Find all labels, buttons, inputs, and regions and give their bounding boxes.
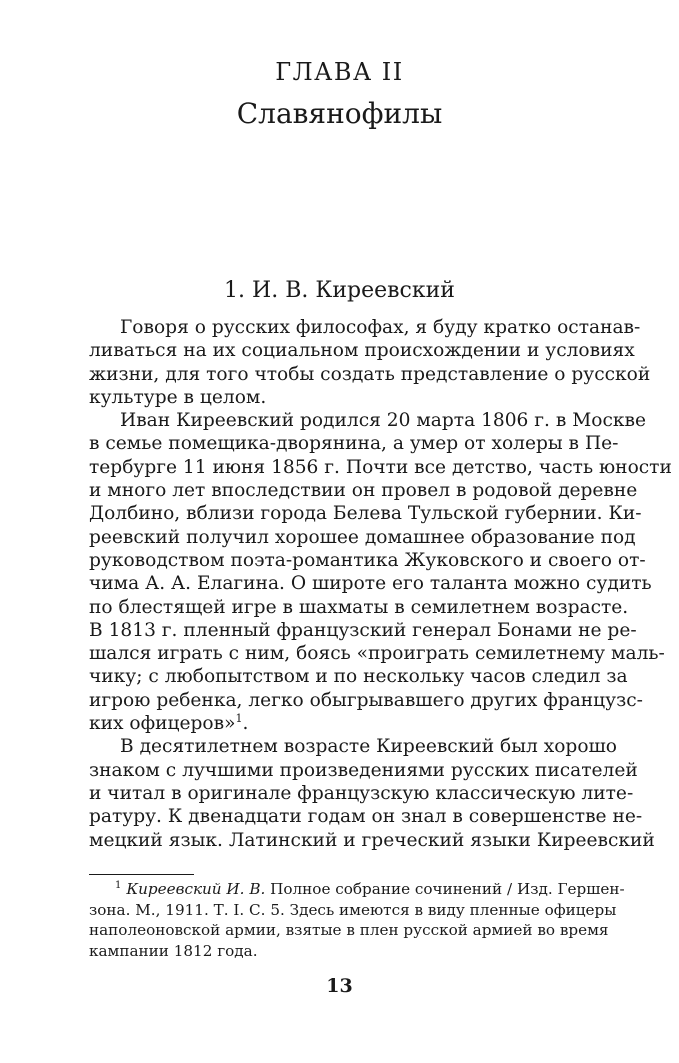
paragraph-line: ратуру. К двенадцати годам он знал в совершенстве не- xyxy=(89,806,643,828)
footnote-line-text: Полное собрание сочинений / Изд. Гершен- xyxy=(265,880,625,898)
chapter-title: Славянофилы xyxy=(236,97,443,130)
paragraph-line: и много лет впоследствии он провел в родовой деревне xyxy=(89,480,638,502)
paragraph-line: в семье помещика-дворянина, а умер от холеры в Пе- xyxy=(89,433,619,455)
footnote-author: Киреевский И. В. xyxy=(126,880,266,898)
paragraph-line: игрою ребенка, легко обыгрывавшего других французс- xyxy=(89,689,643,711)
footnote-reference[interactable]: 1 xyxy=(235,711,243,725)
paragraph-line: знаком с лучшими произведениями русских писателей xyxy=(89,759,638,781)
paragraph-line: по блестящей игре в шахматы в семилетнем возрасте. xyxy=(89,596,629,618)
footnote-divider xyxy=(89,874,194,875)
paragraph-line: В 1813 г. пленный французский генерал Бонами не ре- xyxy=(89,619,637,641)
footnote-line: наполеоновской армии, взятые в плен русской армией во время xyxy=(89,921,609,939)
paragraph-line: чику; с любопытством и по нескольку часов следил за xyxy=(89,666,628,688)
paragraph-line: ливаться на их социальном происхождении и условиях xyxy=(89,340,635,362)
footnote-number: 1 xyxy=(115,879,122,891)
paragraph-line: руководством поэта-романтика Жуковского и своего от- xyxy=(89,549,646,571)
paragraph-line: Иван Киреевский родился 20 марта 1806 г. в Москве xyxy=(120,410,646,432)
section-title: 1. И. В. Киреевский xyxy=(224,278,455,303)
paragraph-line: мецкий язык. Латинский и греческий языки Киреевский xyxy=(89,829,655,851)
page-number: 13 xyxy=(326,975,353,997)
paragraph-line: Долбино, вблизи города Белева Тульской губернии. Ки- xyxy=(89,503,642,525)
paragraph-line: культуре в целом. xyxy=(89,386,267,408)
chapter-label: ГЛАВА II xyxy=(275,58,404,86)
paragraph-line: В десятилетнем возрасте Киреевский был хорошо xyxy=(120,736,617,758)
paragraph-line-text: ких офицеров» xyxy=(89,713,236,735)
paragraph-line: шался играть с ним, боясь «проиграть семилетнему маль- xyxy=(89,643,665,665)
paragraph-line: чима А. А. Елагина. О широте его таланта можно судить xyxy=(89,573,652,595)
paragraph-line: тербурге 11 июня 1856 г. Почти все детство, часть юности xyxy=(89,456,672,478)
paragraph-line: и читал в оригинале французскую классическую лите- xyxy=(89,782,634,804)
paragraph-line-tail: . xyxy=(242,713,249,735)
body-text xyxy=(89,316,672,852)
paragraph-line xyxy=(89,712,593,735)
paragraph-line: реевский получил хорошее домашнее образование под xyxy=(89,526,636,548)
paragraph-line: жизни, для того чтобы создать представление о русской xyxy=(89,363,651,385)
paragraph-line: Говоря о русских философах, я буду кратко останав- xyxy=(120,317,641,338)
footnote-line xyxy=(89,879,625,900)
footnote-line: кампании 1812 года. xyxy=(89,941,258,960)
footnote xyxy=(89,879,625,961)
footnote-line: зона. М., 1911. Т. I. С. 5. Здесь имеются в виду пленные офицеры xyxy=(89,900,617,919)
